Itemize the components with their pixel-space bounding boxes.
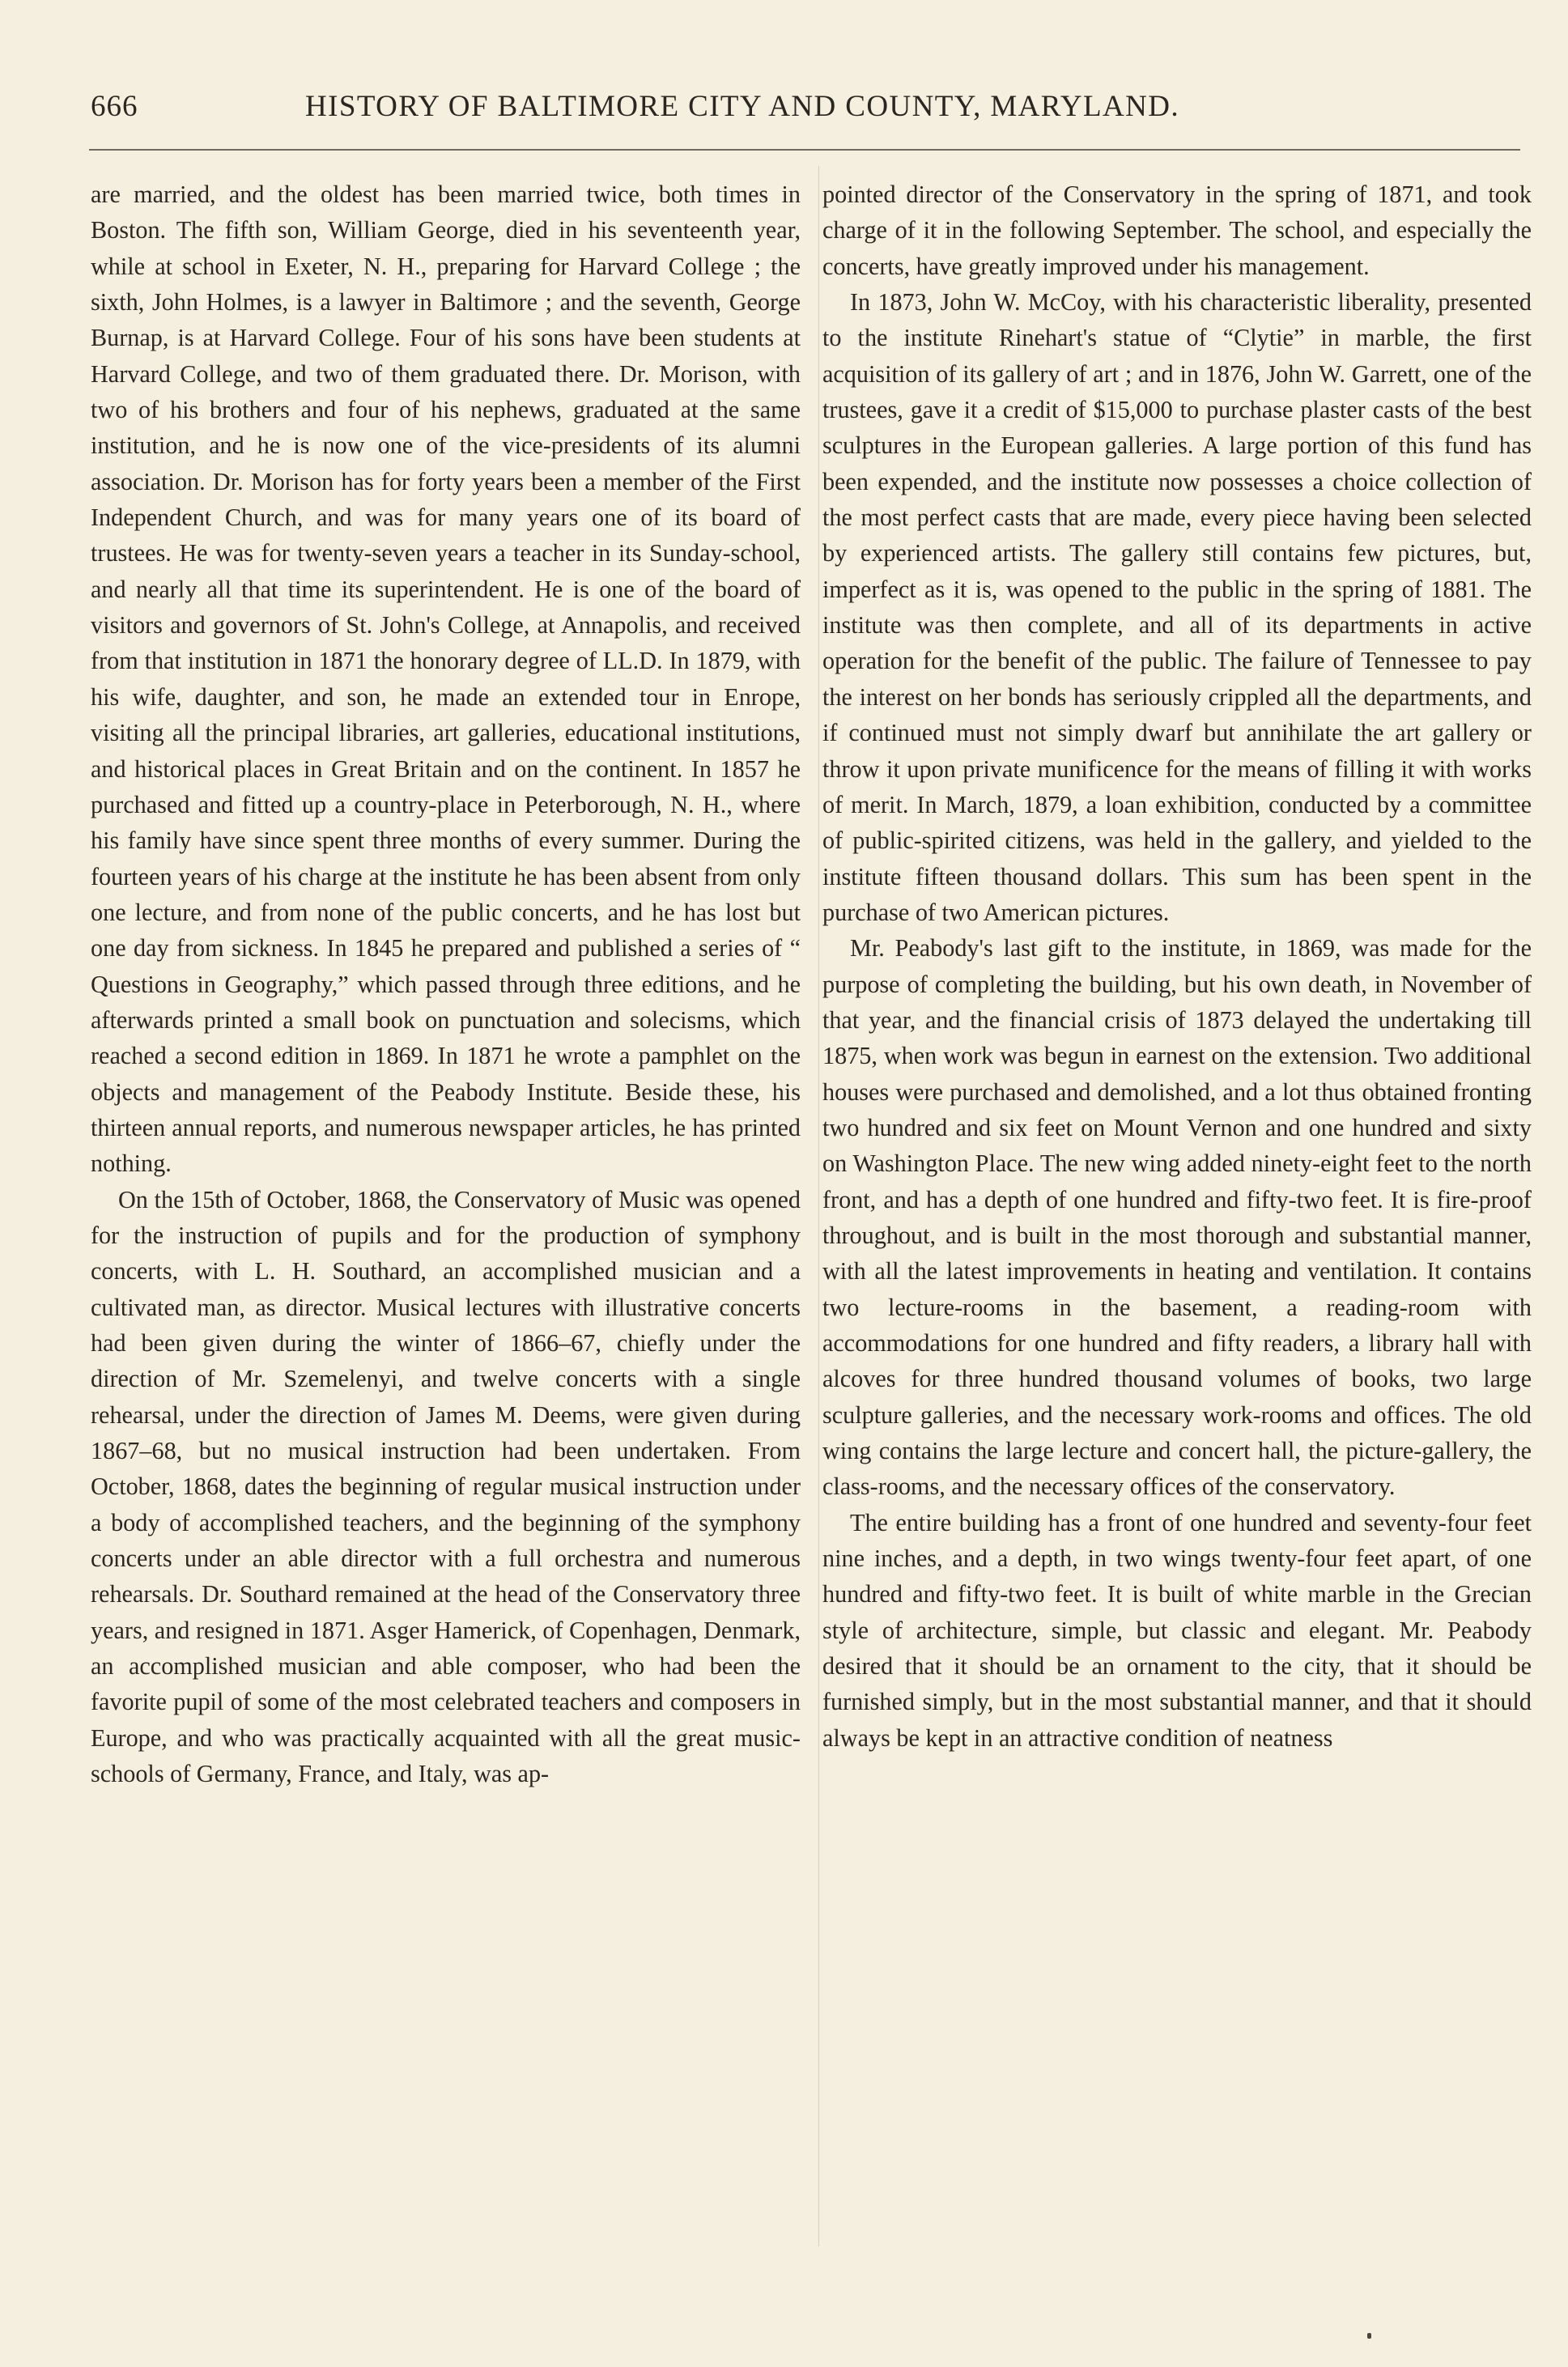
- print-speck: [1367, 2333, 1371, 2339]
- right-column: [822, 176, 1532, 1756]
- page-number: 666: [91, 90, 138, 123]
- column-divider: [818, 166, 819, 2246]
- left-column: [91, 176, 801, 1791]
- header-rule: [89, 149, 1520, 151]
- paragraph-building-extension: Mr. Peabody's last gift to the institute, in 1869, was made for the purpose of completing the building, but his own death, in November of that year, and the financial crisis of 1873 delayed the undertaking till 1875, when work was begun in earnest on the extension. Two additional houses were purchased and demolished, and a lot thus obtained fronting two hundred and six feet on Mount Vernon and one hundred and sixty on Washington Place. The new wing added ninety-eight feet to the north front, and has a depth of one hundred and fifty-two feet. It is fire-proof throughout, and is built in the most thorough and substantial manner, with all the latest improvements in heating and ventilation. It contains two lecture-rooms in the basement, a reading-room with accommodations for one hundred and fifty readers, a library hall with alcoves for three hundred thousand volumes of books, two large sculpture galleries, and the necessary work-rooms and offices. The old wing contains the large lecture and concert hall, the picture-gallery, the class-rooms, and the necessary offices of the conservatory.: [822, 934, 1532, 1501]
- paragraph-art-gallery: In 1873, John W. McCoy, with his characteristic liberality, presented to the institute Rinehart's statue of “Clytie” in marble, the first acquisition of its gallery of art ; and in 1876, John W. Garrett, one of the trustees, gave it a credit of $15,000 to purchase plaster casts of the best sculptures in the European galleries. A large portion of this fund has been expended, and the institute now possesses a choice collection of the most perfect casts that are made, every piece having been selected by experienced artists. The gallery still contains few pictures, but, imperfect as it is, was opened to the public in the spring of 1881. The institute was then complete, and all of its departments in active operation for the benefit of the public. The failure of Tennessee to pay the interest on her bonds has seriously crippled all the departments, and if continued must not simply dwarf but annihilate the art gallery or throw it upon private munificence for the means of filling it with works of merit. In March, 1879, a loan exhibition, conducted by a committee of public-spirited citizens, was held in the gallery, and yielded to the institute fifteen thousand dollars. This sum has been spent in the purchase of two American pictures.: [822, 288, 1532, 926]
- page-header: [91, 89, 1515, 130]
- running-title: HISTORY OF BALTIMORE CITY AND COUNTY, MARYLAND.: [305, 90, 1179, 123]
- paragraph-conservatory-opening: On the 15th of October, 1868, the Conservatory of Music was opened for the instruction of pupils and for the production of symphony concerts, with L. H. Southard, an accomplished musician and a cultivated man, as director. Musical lectures with illustrative concerts had been given during the winter of 1866–67, chiefly under the direction of Mr. Szemelenyi, and twelve concerts with a single rehearsal, under the direction of James M. Deems, were given during 1867–68, but no musical instruction had been undertaken. From October, 1868, dates the beginning of regular musical instruction under a body of accomplished teachers, and the beginning of the symphony concerts under an able director with a full orchestra and numerous rehearsals. Dr. Southard remained at the head of the Conservatory three years, and resigned in 1871. Asger Hamerick, of Copenhagen, Denmark, an accomplished musician and able composer, who had been the favorite pupil of some of the most celebrated teachers and composers in Europe, and who was practically acquainted with all the great music-schools of Germany, France, and Italy, was ap-: [91, 1185, 801, 1788]
- paragraph-building-description: The entire building has a front of one hundred and seventy-four feet nine inches, and a depth, in two wings twenty-four feet apart, of one hundred and fifty-two feet. It is built of white marble in the Grecian style of architecture, simple, but classic and elegant. Mr. Peabody desired that it should be an ornament to the city, that it should be furnished simply, but in the most substantial manner, and that it should always be kept in an attractive condition of neatness: [822, 1508, 1532, 1752]
- paragraph-morison-family: are married, and the oldest has been married twice, both times in Boston. The fifth son, William George, died in his seventeenth year, while at school in Exeter, N. H., preparing for Harvard College ; the sixth, John Holmes, is a lawyer in Baltimore ; and the seventh, George Burnap, is at Harvard College. Four of his sons have been students at Harvard College, and two of them graduated there. Dr. Morison, with two of his brothers and four of his nephews, graduated at the same institution, and he is now one of the vice-presidents of its alumni association. Dr. Morison has for forty years been a member of the First Independent Church, and was for many years one of its board of trustees. He was for twenty-seven years a teacher in its Sunday-school, and nearly all that time its superintendent. He is one of the board of visitors and governors of St. John's College, at Annapolis, and received from that institution in 1871 the honorary degree of LL.D. In 1879, with his wife, daughter, and son, he made an extended tour in Enrope, visiting all the principal libraries, art galleries, educational institutions, and historical places in Great Britain and on the continent. In 1857 he purchased and fitted up a country-place in Peterborough, N. H., where his family have since spent three months of every summer. During the fourteen years of his charge at the institute he has been absent from only one lecture, and from none of the public concerts, and he has lost but one day from sickness. In 1845 he prepared and published a series of “ Questions in Geography,” which passed through three editions, and he afterwards printed a small book on punctuation and solecisms, which reached a second edition in 1869. In 1871 he wrote a pamphlet on the objects and management of the Peabody Institute. Beside these, his thirteen annual reports, and numerous newspaper articles, he has printed nothing.: [91, 181, 801, 1178]
- paragraph-hamerick-appointment: pointed director of the Conservatory in the spring of 1871, and took charge of it in the following September. The school, and especially the concerts, have greatly improved under his management.: [822, 181, 1532, 280]
